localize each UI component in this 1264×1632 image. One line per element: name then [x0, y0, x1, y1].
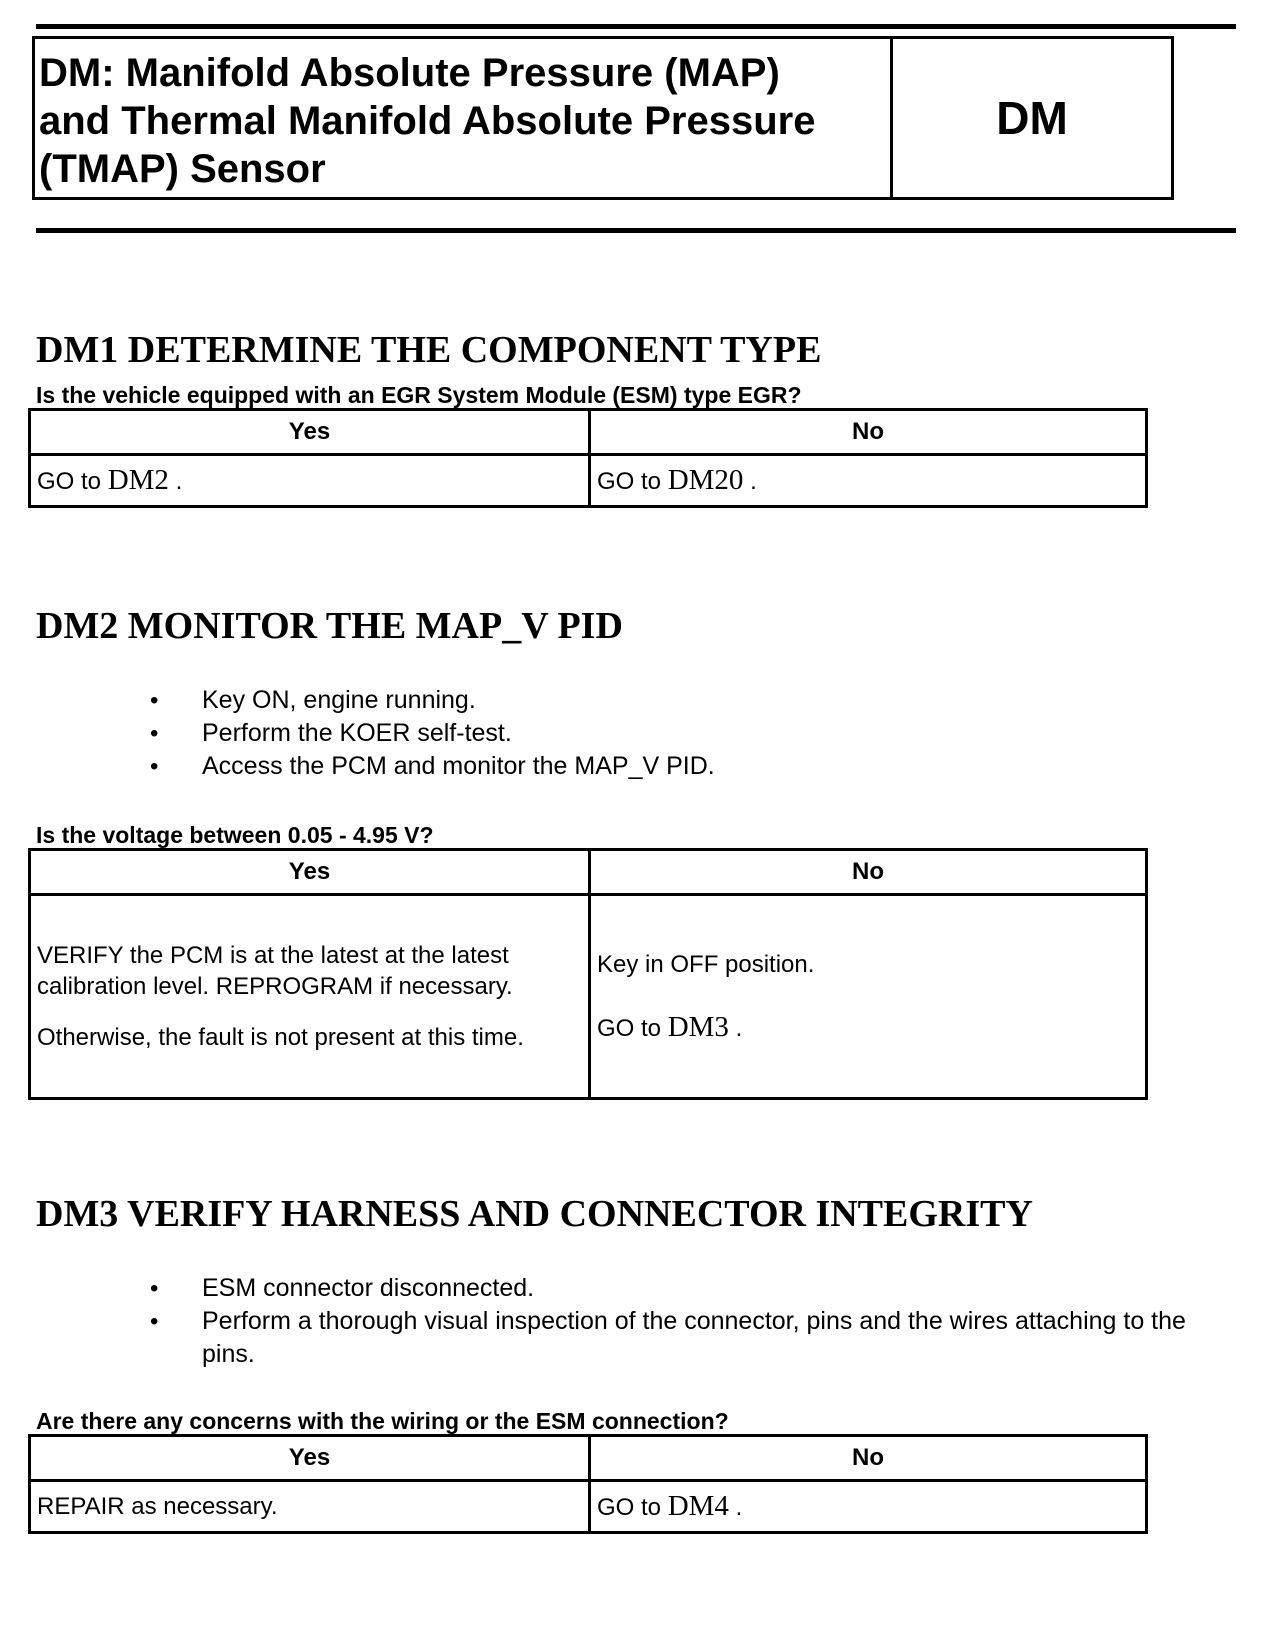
- section-heading-dm1: DM1 DETERMINE THE COMPONENT TYPE: [36, 329, 822, 371]
- yes-header: Yes: [30, 410, 590, 455]
- step-link-dm20[interactable]: DM20: [667, 463, 744, 496]
- header-title-line: DM: Manifold Absolute Pressure (MAP): [39, 51, 780, 95]
- go-to-text: GO to: [37, 467, 108, 495]
- document-header: [32, 36, 1174, 200]
- yes-header: Yes: [30, 850, 590, 895]
- procedure-list-dm3: [150, 1272, 1210, 1371]
- header-title-line: (TMAP) Sensor: [39, 147, 326, 191]
- yes-paragraph: VERIFY the PCM is at the latest at the latest calibration level. REPROGRAM if necessary.: [37, 942, 513, 1000]
- list-item: • ESM connector disconnected.: [150, 1272, 1210, 1305]
- go-to-text: GO to: [597, 1493, 668, 1521]
- procedure-list-dm2: [150, 684, 715, 783]
- section-heading-dm3: DM3 VERIFY HARNESS AND CONNECTOR INTEGRITY: [36, 1193, 1033, 1235]
- question-dm2: Is the voltage between 0.05 - 4.95 V?: [36, 822, 434, 848]
- decision-table-dm3: [28, 1434, 1148, 1534]
- no-action-cell: [590, 455, 1147, 507]
- period: .: [728, 1015, 743, 1042]
- period: .: [728, 1493, 743, 1521]
- yes-paragraph: Otherwise, the fault is not present at this time.: [37, 1024, 524, 1051]
- no-action-cell: [590, 1481, 1147, 1533]
- top-rule: [36, 24, 1236, 29]
- no-header: No: [590, 850, 1147, 895]
- header-title-line: and Thermal Manifold Absolute Pressure: [39, 99, 816, 143]
- list-item: • Key ON, engine running.: [150, 684, 715, 717]
- period: .: [743, 467, 757, 495]
- go-to-text: GO to: [597, 1015, 668, 1042]
- question-dm3: Are there any concerns with the wiring or the ESM connection?: [36, 1408, 729, 1434]
- yes-action-cell: REPAIR as necessary.: [30, 1481, 590, 1533]
- decision-table-dm2: [28, 848, 1148, 1100]
- list-item: • Access the PCM and monitor the MAP_V PID.: [150, 750, 715, 783]
- header-code: DM: [996, 92, 1068, 144]
- decision-table-dm1: [28, 408, 1148, 508]
- list-item: • Perform a thorough visual inspection of the connector, pins and the wires attaching to the pins.: [150, 1305, 1210, 1371]
- yes-action-cell: [30, 455, 590, 507]
- go-to-text: GO to: [597, 467, 668, 495]
- no-action-cell: [590, 895, 1147, 1099]
- step-link-dm3[interactable]: DM3: [667, 1011, 729, 1043]
- no-line: Key in OFF position.: [597, 951, 815, 978]
- list-item: • Perform the KOER self-test.: [150, 717, 715, 750]
- step-link-dm4[interactable]: DM4: [667, 1489, 729, 1522]
- no-header: No: [590, 1436, 1147, 1481]
- header-bottom-rule: [36, 228, 1236, 233]
- step-link-dm2[interactable]: DM2: [107, 463, 169, 496]
- period: .: [168, 467, 183, 495]
- yes-action-cell: [30, 895, 590, 1099]
- question-dm1: Is the vehicle equipped with an EGR System Module (ESM) type EGR?: [36, 382, 802, 408]
- yes-header: Yes: [30, 1436, 590, 1481]
- no-header: No: [590, 410, 1147, 455]
- header-title: [35, 39, 893, 197]
- section-heading-dm2: DM2 MONITOR THE MAP_V PID: [36, 605, 623, 647]
